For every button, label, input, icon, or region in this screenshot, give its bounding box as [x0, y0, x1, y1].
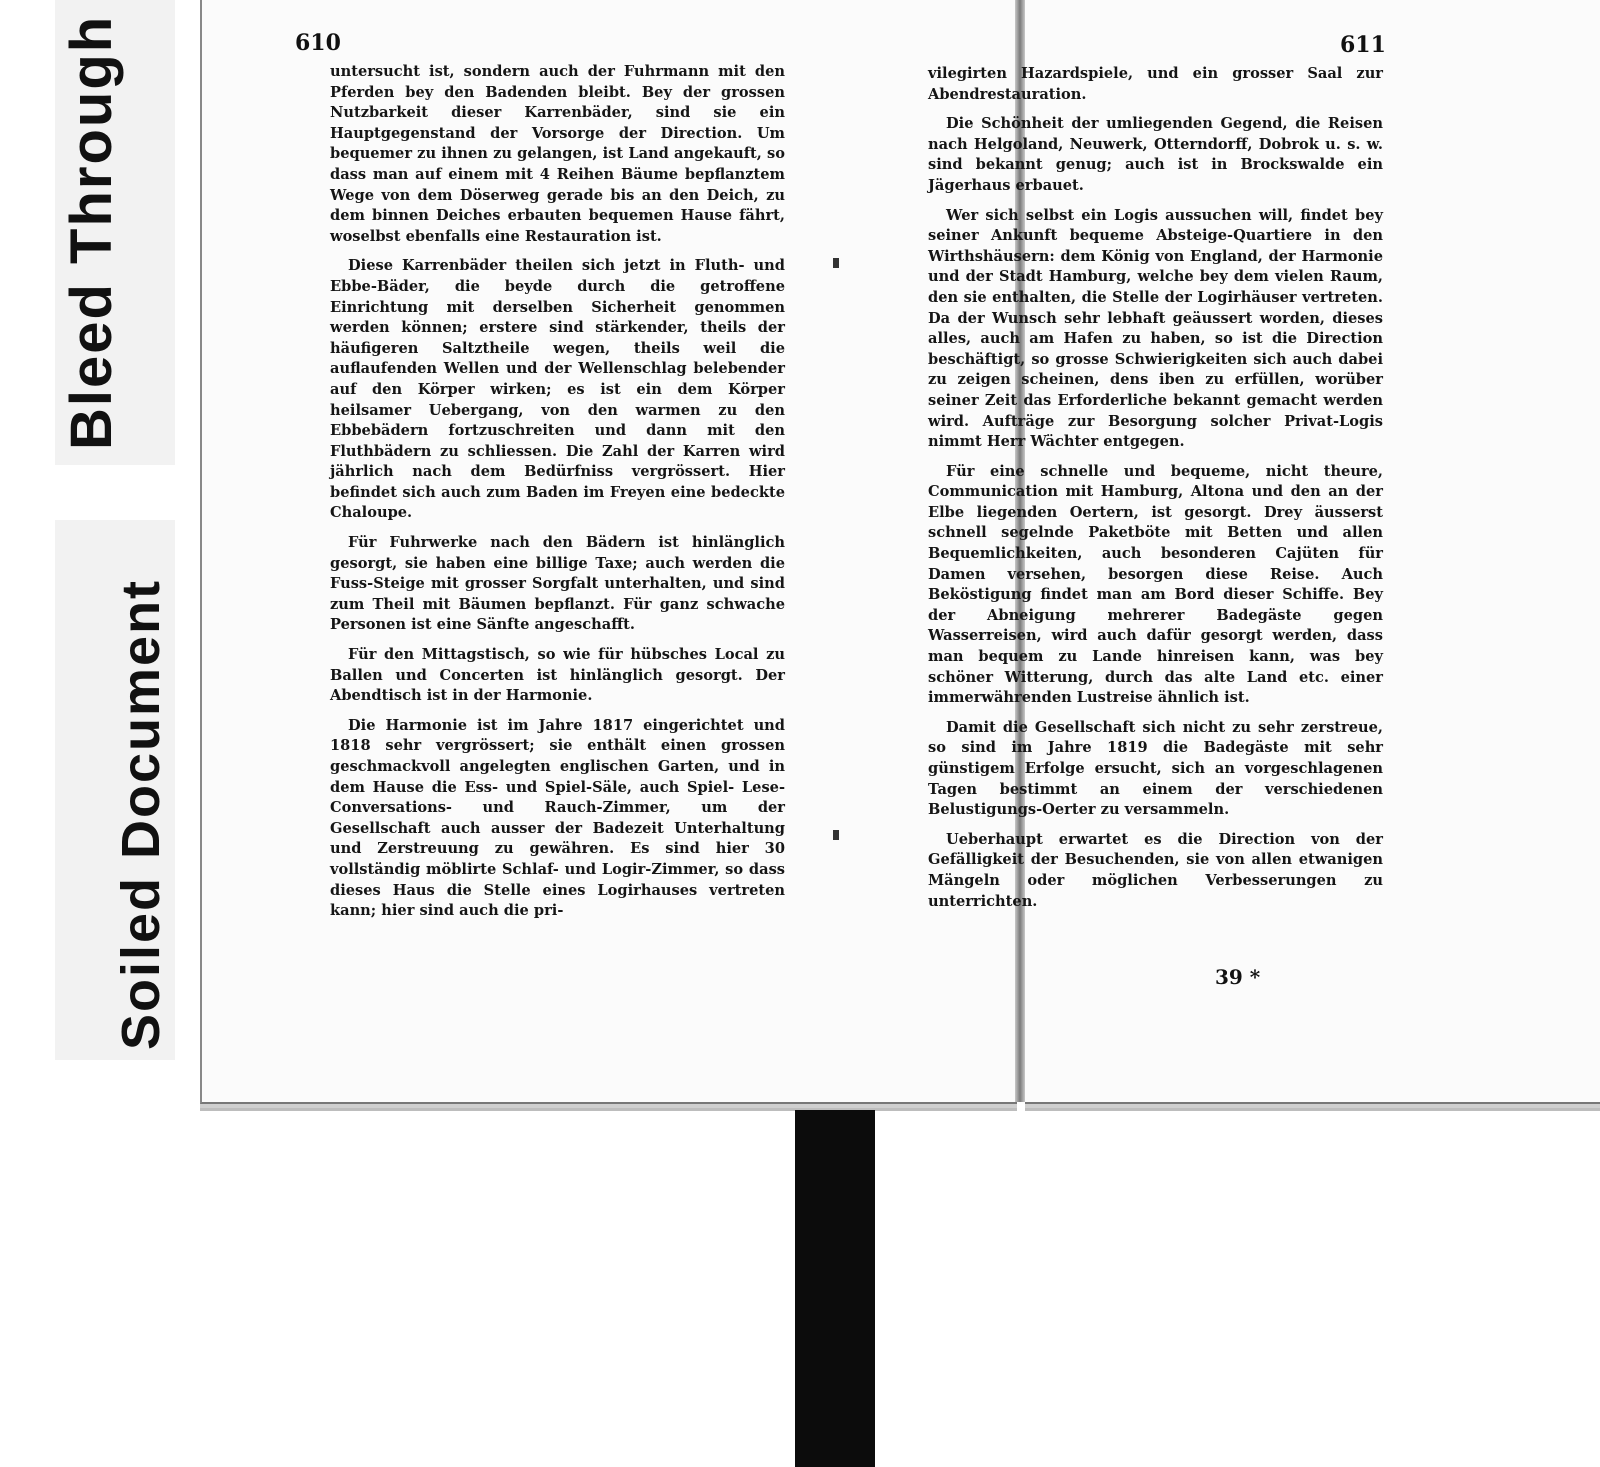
paragraph: Für den Mittagstisch, so wie für hübsches Local zu Ballen und Concerten ist hinlänglich gesorgt. Der Abendtisch ist in der Harmonie.	[330, 646, 785, 705]
paragraph: Damit die Gesellschaft sich nicht zu sehr zerstreue, so sind im Jahre 1819 die Badegäste mit sehr günstigem Erfolge ersucht, sich an vorgeschlagenen Tagen bestimmt an einem der verschiedenen Belustigungs-Oerter zu versammeln.	[928, 718, 1383, 819]
paragraph: vilegirten Hazardspiele, und ein grosser Saal zur Abendrestauration.	[928, 65, 1383, 103]
paragraph: Wer sich selbst ein Logis aussuchen will, findet bey seiner Ankunft bequeme Absteige-Quartiere in den Wirthshäusern: dem König von England, der Harmonie und der Stadt Hamburg, welche bey dem vielen Raum, den sie enthalten, die Stelle der Logirhäuser vertreten. Da der Wunsch sehr lebhaft geäussert worden, dieses alles, auch am Hafen zu haben, so ist die Direction beschäftigt, so grosse Schwierigkeiten sich auch dabei zu zeigen scheinen, dens iben zu erfüllen, worüber seiner Zeit das Erforderliche bekannt gemacht werden wird. Aufträge zur Besorgung solcher Privat-Logis nimmt Herr Wächter entgegen.	[928, 206, 1383, 451]
page-edge-mark	[833, 258, 839, 268]
page-edge-mark	[833, 830, 839, 840]
paragraph: untersucht ist, sondern auch der Fuhrmann mit den Pferden bey den Badenden bleibt. Bey der grossen Nutzbarkeit dieser Karrenbäder, sind sie ein Hauptgegenstand der Vorsorge der Direction. Um bequemer zu ihnen zu gelangen, ist Land angekauft, so dass man auf einem mit 4 Reihen Bäume bepflanztem Wege von dem Döserweg gerade bis an den Deich, zu dem binnen Deiches erbauten bequemen Hause fährt, woselbst ebenfalls eine Restauration ist.	[330, 63, 785, 245]
paragraph: Die Schönheit der umliegenden Gegend, die Reisen nach Helgoland, Neuwerk, Otterndorff, Dobrok u. s. w. sind bekannt genug; auch ist in Brockswalde ein Jägerhaus erbauet.	[928, 115, 1383, 194]
signature-mark: 39 *	[1215, 965, 1261, 989]
paragraph: Für eine schnelle und bequeme, nicht theure, Communication mit Hamburg, Altona und den an der Elbe liegenden Oertern, ist gesorgt. Drey äusserst schnell segelnde Paketböte mit Betten und allen Bequemlichkeiten, auch besonderen Cajüten für Damen versehen, besorgen diese Reise. Auch Beköstigung findet man am Bord dieser Schiffe. Bey der Abneigung mehrerer Badegäste gegen Wasserreisen, wird auch dafür gesorgt werden, dass man bequem zu Lande hinreisen kann, was bey schöner Witterung, durch das alte Land etc. einer immerwährenden Lustreise ähnlich ist.	[928, 462, 1383, 707]
paragraph: Ueberhaupt erwartet es die Direction von der Gefälligkeit der Besuchenden, sie von allen etwanigen Mängeln oder möglichen Verbesserungen zu unterrichten.	[928, 830, 1383, 910]
left-page-text	[330, 62, 785, 931]
bleed-through-label: Bleed Through	[59, 14, 124, 450]
paragraph: Diese Karrenbäder theilen sich jetzt in Fluth- und Ebbe-Bäder, die beyde durch die getroffene Einrichtung mit derselben Sicherheit genommen werden können; erstere sind stärkender, theils der häufigeren Saltztheile wegen, theils weil die auflaufenden Wellen und der Wellenschlag belebender auf den Körper wirken; es ist ein dem Körper heilsamer Uebergang, von den warmen zu den Ebbebädern fortzuschreiten und dann mit den Fluthbädern zu schliessen. Die Zahl der Karren wird jährlich nach dem Bedürfniss vergrössert. Hier befindet sich auch zum Baden im Freyen eine bedeckte Chaloupe.	[330, 257, 785, 522]
paragraph: Die Harmonie ist im Jahre 1817 eingerichtet und 1818 sehr vergrössert; sie enthält einen grossen geschmackvoll angelegten englischen Garten, und in dem Hause die Ess- und Spiel-Säle, auch Spiel- Lese- Conversations- und Rauch-Zimmer, um der Gesellschaft auch ausser der Badezeit Unterhaltung und Zerstreuung zu gewähren. Es sind hier 30 vollständig möblirte Schlaf- und Logir-Zimmer, so dass dieses Haus die Stelle eines Logirhauses vertreten kann; hier sind auch die pri-	[330, 716, 785, 920]
paragraph: Für Fuhrwerke nach den Bädern ist hinlänglich gesorgt, sie haben eine billige Taxe; auch werden die Fuss-Steige mit grosser Sorgfalt unterhalten, und sind zum Theil mit Bäumen bepflanzt. Für ganz schwache Personen ist eine Sänfte angeschafft.	[330, 534, 785, 634]
left-page-number: 610	[295, 30, 341, 56]
right-page-text	[928, 64, 1383, 921]
bookmark-ribbon	[795, 1110, 875, 1467]
right-page-number: 611	[1340, 32, 1386, 58]
soiled-document-label: Soiled Document	[111, 578, 171, 1050]
